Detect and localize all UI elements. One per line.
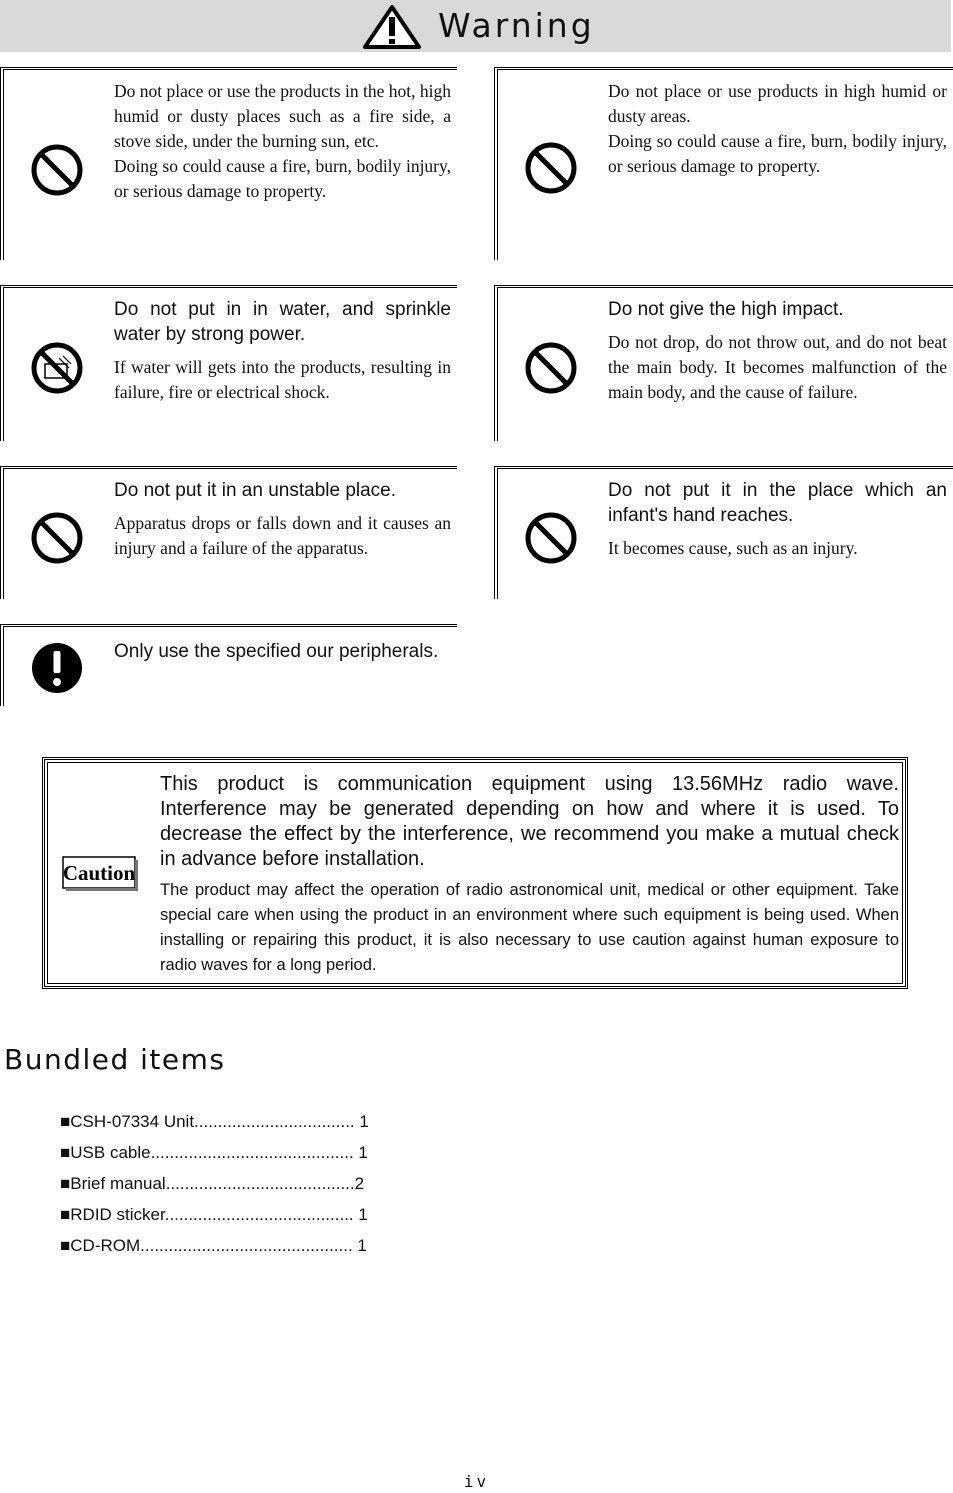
warning-box-4-heading: Do not give the high impact. xyxy=(608,299,844,320)
warning-box-3 xyxy=(0,285,457,441)
page-number: iv xyxy=(463,1472,490,1491)
warning-box-7-text xyxy=(114,639,451,672)
warning-box-2-body: Do not place or use products in high humid or dusty areas. Doing so could cause a fire, burn, bodily injury, or serious damage to property. xyxy=(608,81,947,176)
caution-lead: This product is communication equipment using 13.56MHz radio wave. Interference may be generated depending on how and where it is used. To decrease the effect by the interference, we recommend you make a mutual check in advance before installation. xyxy=(160,773,899,870)
warning-box-7-heading: Only use the specified our peripherals. xyxy=(114,641,439,662)
warning-box-1 xyxy=(0,67,457,260)
warning-box-3-text xyxy=(114,297,451,405)
bundled-items-list xyxy=(60,1106,432,1261)
no-water-icon xyxy=(29,340,85,396)
mandatory-icon xyxy=(29,640,85,696)
caution-box xyxy=(42,757,908,989)
warning-box-4-body: Do not drop, do not throw out, and do not beat the main body. It becomes malfunction of the main body, and the cause of failure. xyxy=(608,332,947,402)
caution-badge-label: Caution xyxy=(62,861,136,885)
list-item: ■CSH-07334 Unit.................................. 1 xyxy=(60,1112,369,1131)
caution-text xyxy=(160,772,899,978)
warning-box-6 xyxy=(494,466,953,599)
warning-box-6-heading: Do not put it in the place which an infant's hand reaches. xyxy=(608,480,947,526)
caution-badge-icon xyxy=(61,855,139,891)
warning-title: Warning xyxy=(438,6,595,45)
warning-box-4 xyxy=(494,285,953,441)
warning-banner xyxy=(0,0,951,52)
warning-box-5 xyxy=(0,466,457,599)
warning-box-3-heading: Do not put in in water, and sprinkle water by strong power. xyxy=(114,299,451,345)
warning-box-3-body: If water will gets into the products, resulting in failure, fire or electrical shock. xyxy=(114,357,451,402)
prohibition-icon xyxy=(523,510,579,566)
warning-box-5-text xyxy=(114,478,451,561)
warning-box-2 xyxy=(494,67,953,260)
warning-box-6-body: It becomes cause, such as an injury. xyxy=(608,538,858,558)
list-item: ■Brief manual........................................2 xyxy=(60,1174,365,1193)
list-item: ■RDID sticker........................................ 1 xyxy=(60,1205,368,1224)
caution-body: The product may affect the operation of radio astronomical unit, medical or other equipment. Take special care when using the product in an environment where such equipment is being used. When installing or repairing this product, it is also necessary to use caution against human exposure to radio waves for a long period. xyxy=(160,881,899,974)
bundled-items-title: Bundled items xyxy=(4,1043,226,1076)
prohibition-icon xyxy=(29,510,85,566)
list-item: ■USB cable........................................... 1 xyxy=(60,1143,368,1162)
prohibition-icon xyxy=(523,140,579,196)
warning-box-1-body: Do not place or use the products in the hot, high humid or dusty places such as a fire side, a stove side, under the burning sun, etc. Doing so could cause a fire, burn, bodily injury, or serious damage to property. xyxy=(114,81,451,201)
warning-triangle-icon xyxy=(362,4,422,50)
list-item: ■CD-ROM............................................. 1 xyxy=(60,1236,367,1255)
warning-box-7 xyxy=(0,624,457,706)
warning-box-4-text xyxy=(608,297,947,405)
prohibition-icon xyxy=(523,340,579,396)
warning-box-6-text xyxy=(608,478,947,561)
prohibition-icon xyxy=(29,142,85,198)
warning-box-5-body: Apparatus drops or falls down and it causes an injury and a failure of the apparatus. xyxy=(114,513,451,558)
warning-box-5-heading: Do not put it in an unstable place. xyxy=(114,480,397,501)
